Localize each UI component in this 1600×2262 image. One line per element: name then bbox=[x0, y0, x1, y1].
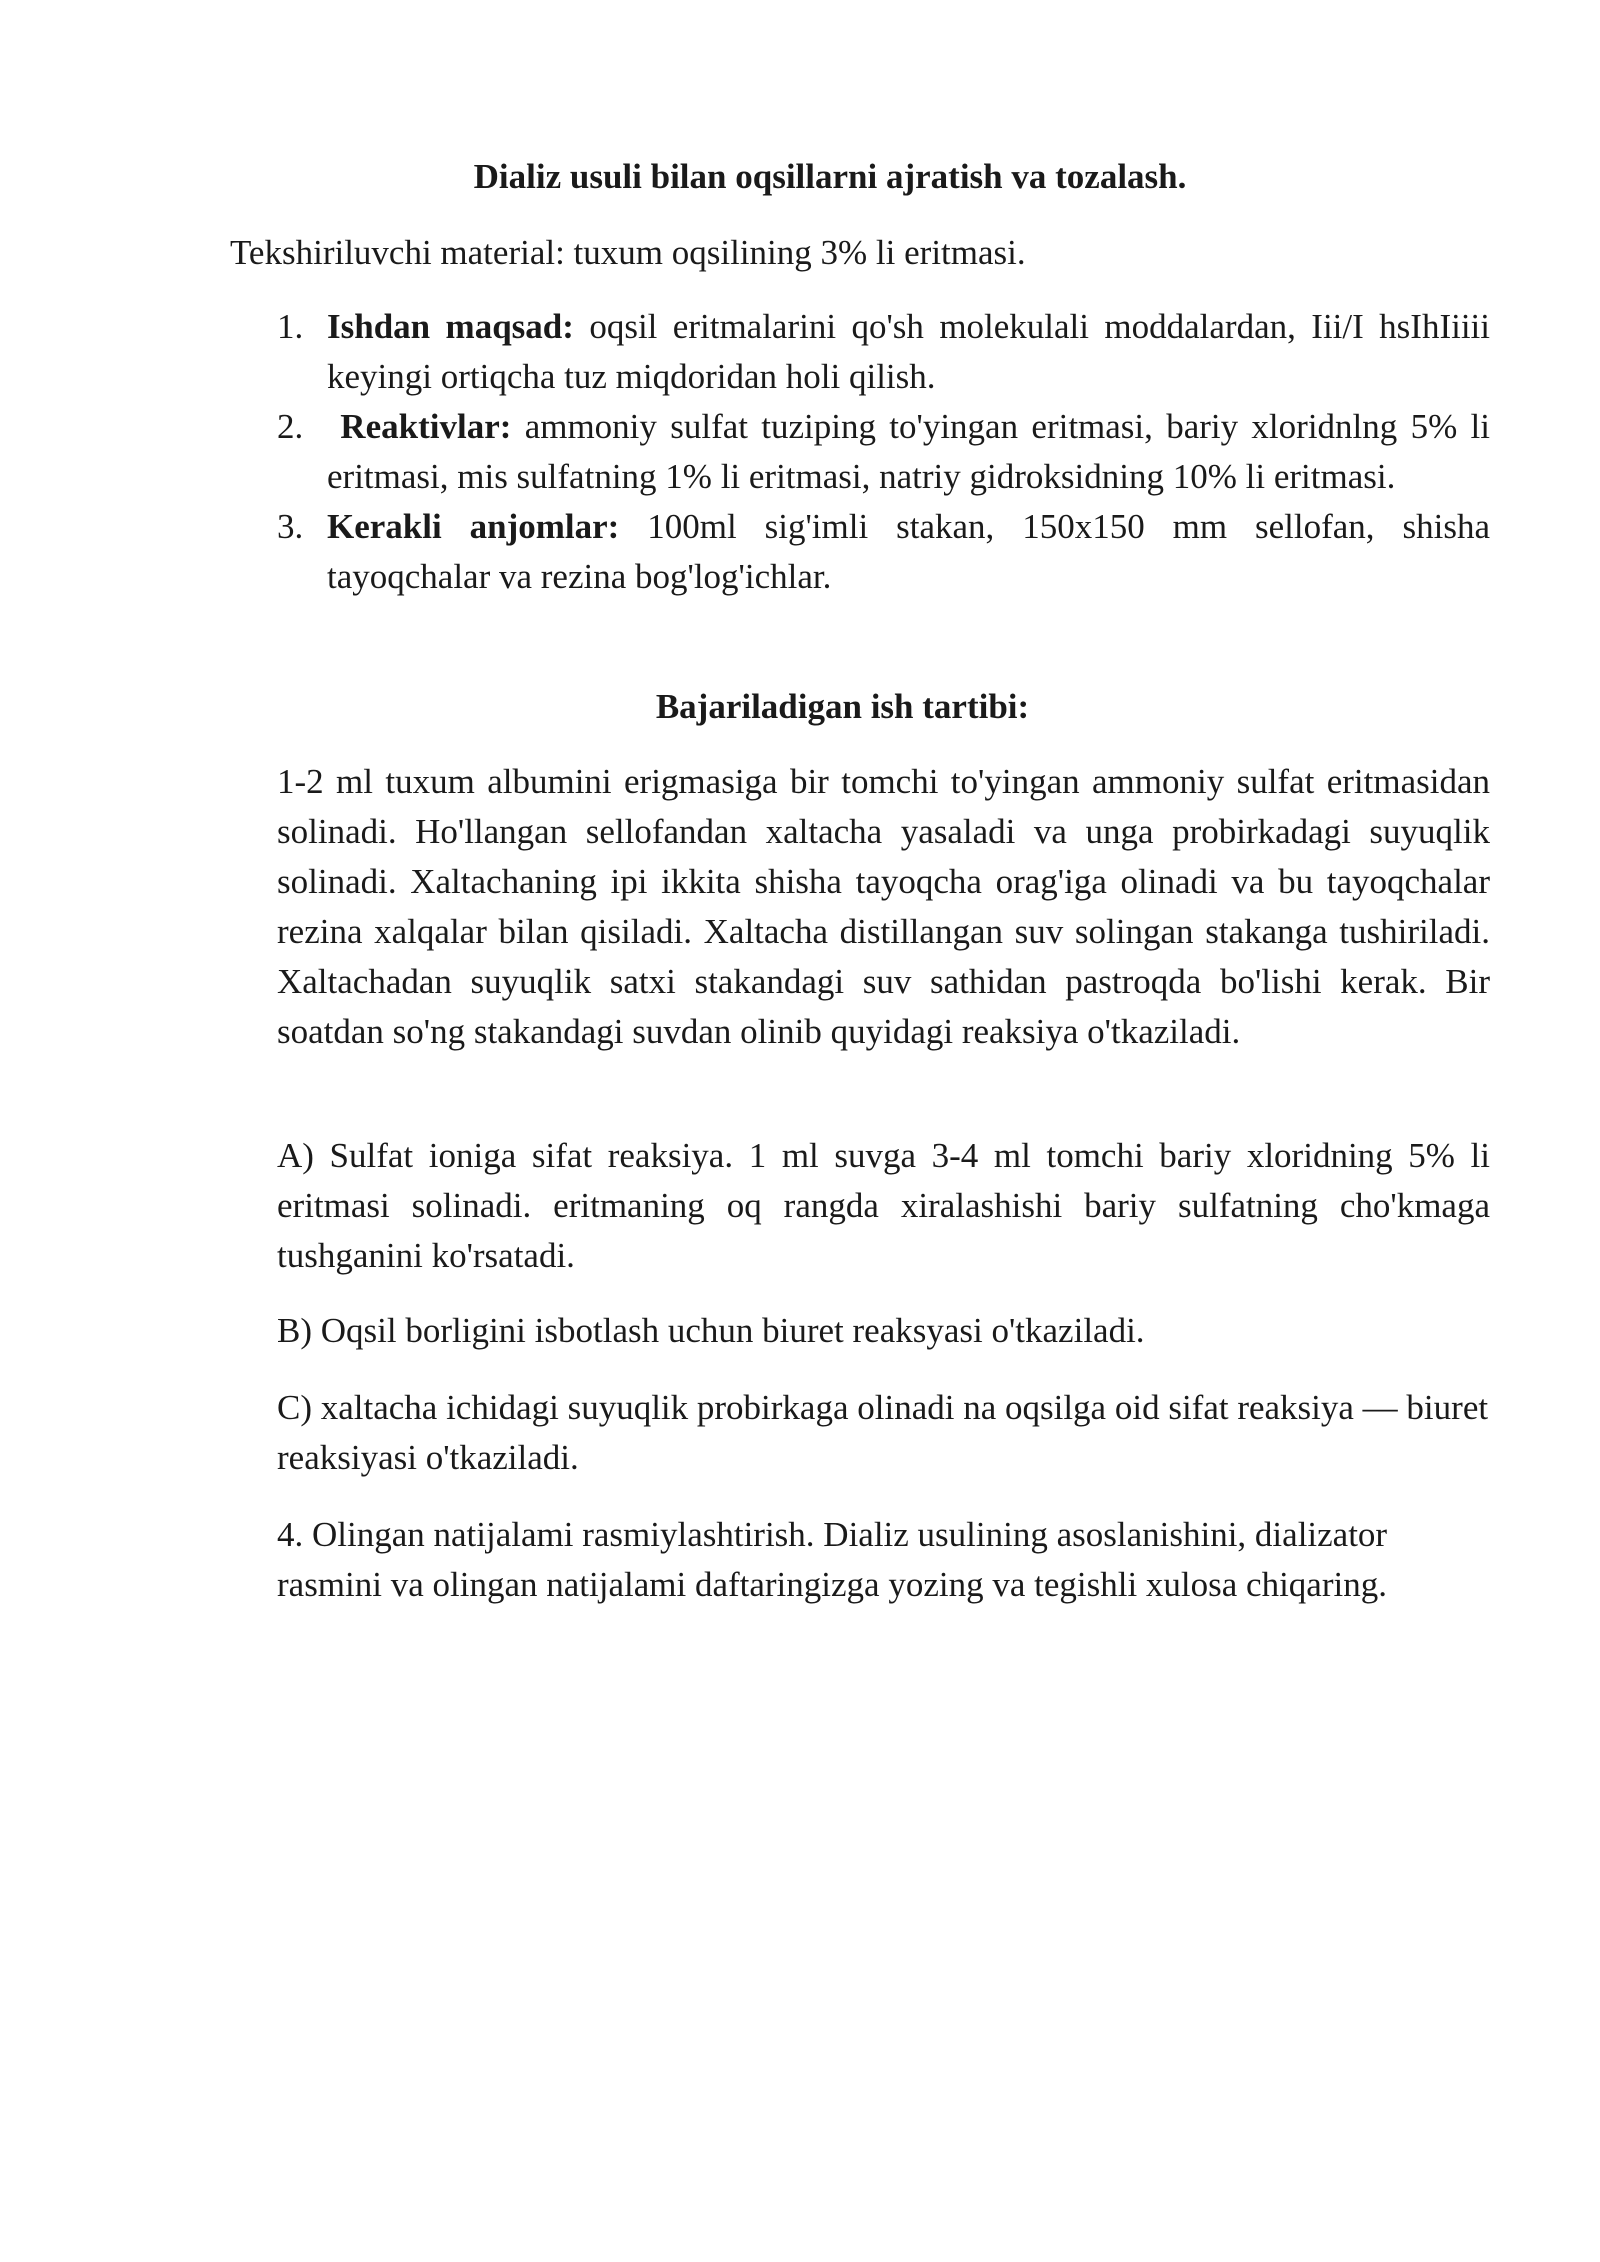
list-item-number: 1. bbox=[277, 307, 304, 346]
step-4-paragraph: 4. Olingan natijalami rasmiylashtirish. Dializ usulining asoslanishini, dializator rasmini va olingan natijalami daftaringizga yozing va tegishli xulosa chiqaring. bbox=[277, 1515, 1388, 1604]
list-item-label: Kerakli anjomlar: bbox=[327, 507, 620, 546]
step-a-paragraph: A) Sulfat ioniga sifat reaksiya. 1 ml suvga 3-4 ml tomchi bariy xloridning 5% li eritmasi solinadi. eritmaning oq rangda xiralashishi bariy sulfatning cho'kmaga tushganini ko'rsatadi. bbox=[277, 1136, 1490, 1275]
document-title: Dializ usuli bilan oqsillarni ajratish va tozalash. bbox=[473, 157, 1187, 196]
step-b-paragraph: B) Oqsil borligini isbotlash uchun biuret reaksyasi o'tkaziladi. bbox=[277, 1311, 1145, 1350]
step-c-paragraph: C) xaltacha ichidagi suyuqlik probirkaga olinadi na oqsilga oid sifat reaksiya — biuret reaksiyasi o'tkaziladi. bbox=[277, 1388, 1489, 1477]
numbered-list bbox=[277, 302, 1490, 602]
list-item bbox=[277, 402, 1490, 502]
list-item-text: oqsil eritmalarini qo'sh molekulali moddalardan, Iii/I hsIhIiiii keyingi ortiqcha tuz miqdoridan holi qilish. bbox=[327, 307, 1491, 396]
list-item-number: 2. bbox=[277, 407, 304, 446]
list-item-label: Reaktivlar: bbox=[327, 407, 512, 446]
procedure-paragraph: 1-2 ml tuxum albumini erigmasiga bir tomchi to'yingan ammoniy sulfat eritmasidan solinadi. Ho'llangan sellofandan xaltacha yasaladi va unga probirkadagi suyuqlik solinadi. Xaltachaning ipi ikkita shisha tayoqcha orag'iga olinadi va bu tayoqchalar rezina xalqalar bilan qisiladi. Xaltacha distillangan suv solingan stakanga tushiriladi. Xaltachadan suyuqlik satxi stakandagi suv sathidan pastroqda bo'lishi kerak. Bir soatdan so'ng stakandagi suvdan olinib quyidagi reaksiya o'tkaziladi. bbox=[277, 762, 1490, 1051]
list-item bbox=[277, 302, 1490, 402]
procedure-heading: Bajariladigan ish tartibi: bbox=[655, 687, 1030, 726]
list-item-number: 3. bbox=[277, 507, 304, 546]
list-item-text: ammoniy sulfat tuziping to'yingan eritmasi, bariy xloridnlng 5% li eritmasi, mis sulfatning 1% li eritmasi, natriy gidroksidning 10% li eritmasi. bbox=[327, 407, 1490, 496]
list-item-label: Ishdan maqsad: bbox=[327, 307, 574, 346]
list-item-text: 100ml sig'imli stakan, 150x150 mm sellofan, shisha tayoqchalar va rezina bog'log'ichlar. bbox=[327, 507, 1490, 596]
test-material-line: Tekshiriluvchi material: tuxum oqsilining 3% li eritmasi. bbox=[230, 233, 1026, 272]
list-item bbox=[277, 502, 1490, 602]
